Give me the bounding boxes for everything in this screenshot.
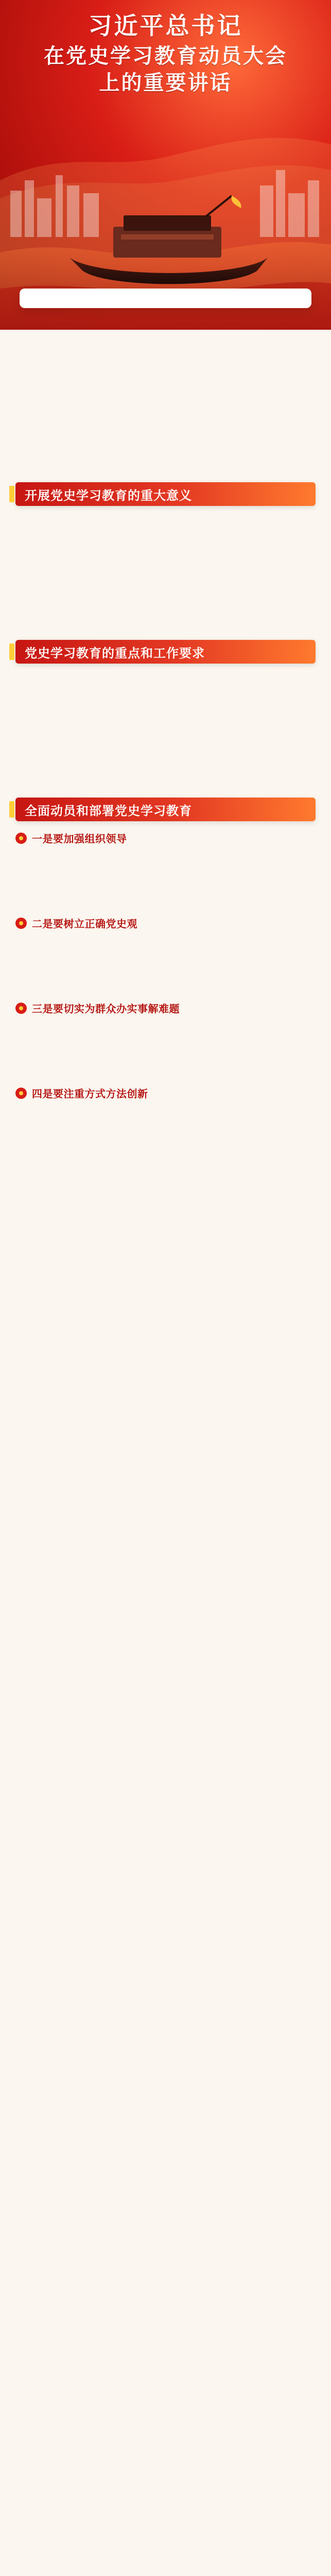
section-1-header (15, 482, 316, 506)
subhead-2-label: 二是要树立正确党史观 (32, 918, 137, 930)
section-2 (0, 640, 331, 784)
subhead-2 (15, 916, 316, 930)
subhead-4-body (15, 1105, 316, 1161)
section-3-tag (9, 801, 14, 818)
subhead-3-icon (15, 1003, 27, 1014)
boat-windows-band (121, 234, 214, 240)
section-3-title: 全面动员和部署党史学习教育 (25, 803, 192, 818)
subhead-4-icon (15, 1088, 27, 1099)
section-1-title: 开展党史学习教育的重大意义 (25, 487, 192, 503)
section-2-header (15, 640, 316, 664)
hero-title (0, 12, 331, 95)
spacer-intro (0, 330, 331, 469)
subhead-3 (15, 1001, 316, 1015)
hero-title-line-3: 上的重要讲话 (99, 70, 232, 95)
section-2-title: 党史学习教育的重点和工作要求 (25, 645, 205, 660)
subhead-1-body (15, 850, 316, 906)
subhead-3-body (15, 1020, 316, 1076)
subhead-4-label: 四是要注重方式方法创新 (32, 1088, 148, 1100)
hero-header (0, 0, 331, 330)
subhead-1 (15, 831, 316, 845)
subhead-2-body (15, 935, 316, 991)
subhead-2-icon (15, 918, 27, 929)
hero-title-line-2: 在党史学习教育动员大会 (44, 43, 287, 68)
boat-cabin (113, 227, 221, 258)
subhead-1-icon (15, 833, 27, 844)
hero-title-line-1: 习近平总书记 (88, 12, 243, 40)
section-3-header (15, 798, 316, 821)
section-3 (0, 798, 331, 1161)
subhead-4 (15, 1086, 316, 1100)
intro-card (20, 289, 311, 308)
boat-roof (124, 215, 211, 231)
subhead-1-label: 一是要加强组织领导 (32, 833, 127, 845)
section-1-tag (9, 486, 14, 502)
section-1-body (15, 513, 316, 626)
section-2-body (15, 671, 316, 784)
subhead-3-label: 三是要切实为群众办实事解难题 (32, 1003, 180, 1015)
section-1 (0, 482, 331, 626)
section-2-tag (9, 643, 14, 660)
